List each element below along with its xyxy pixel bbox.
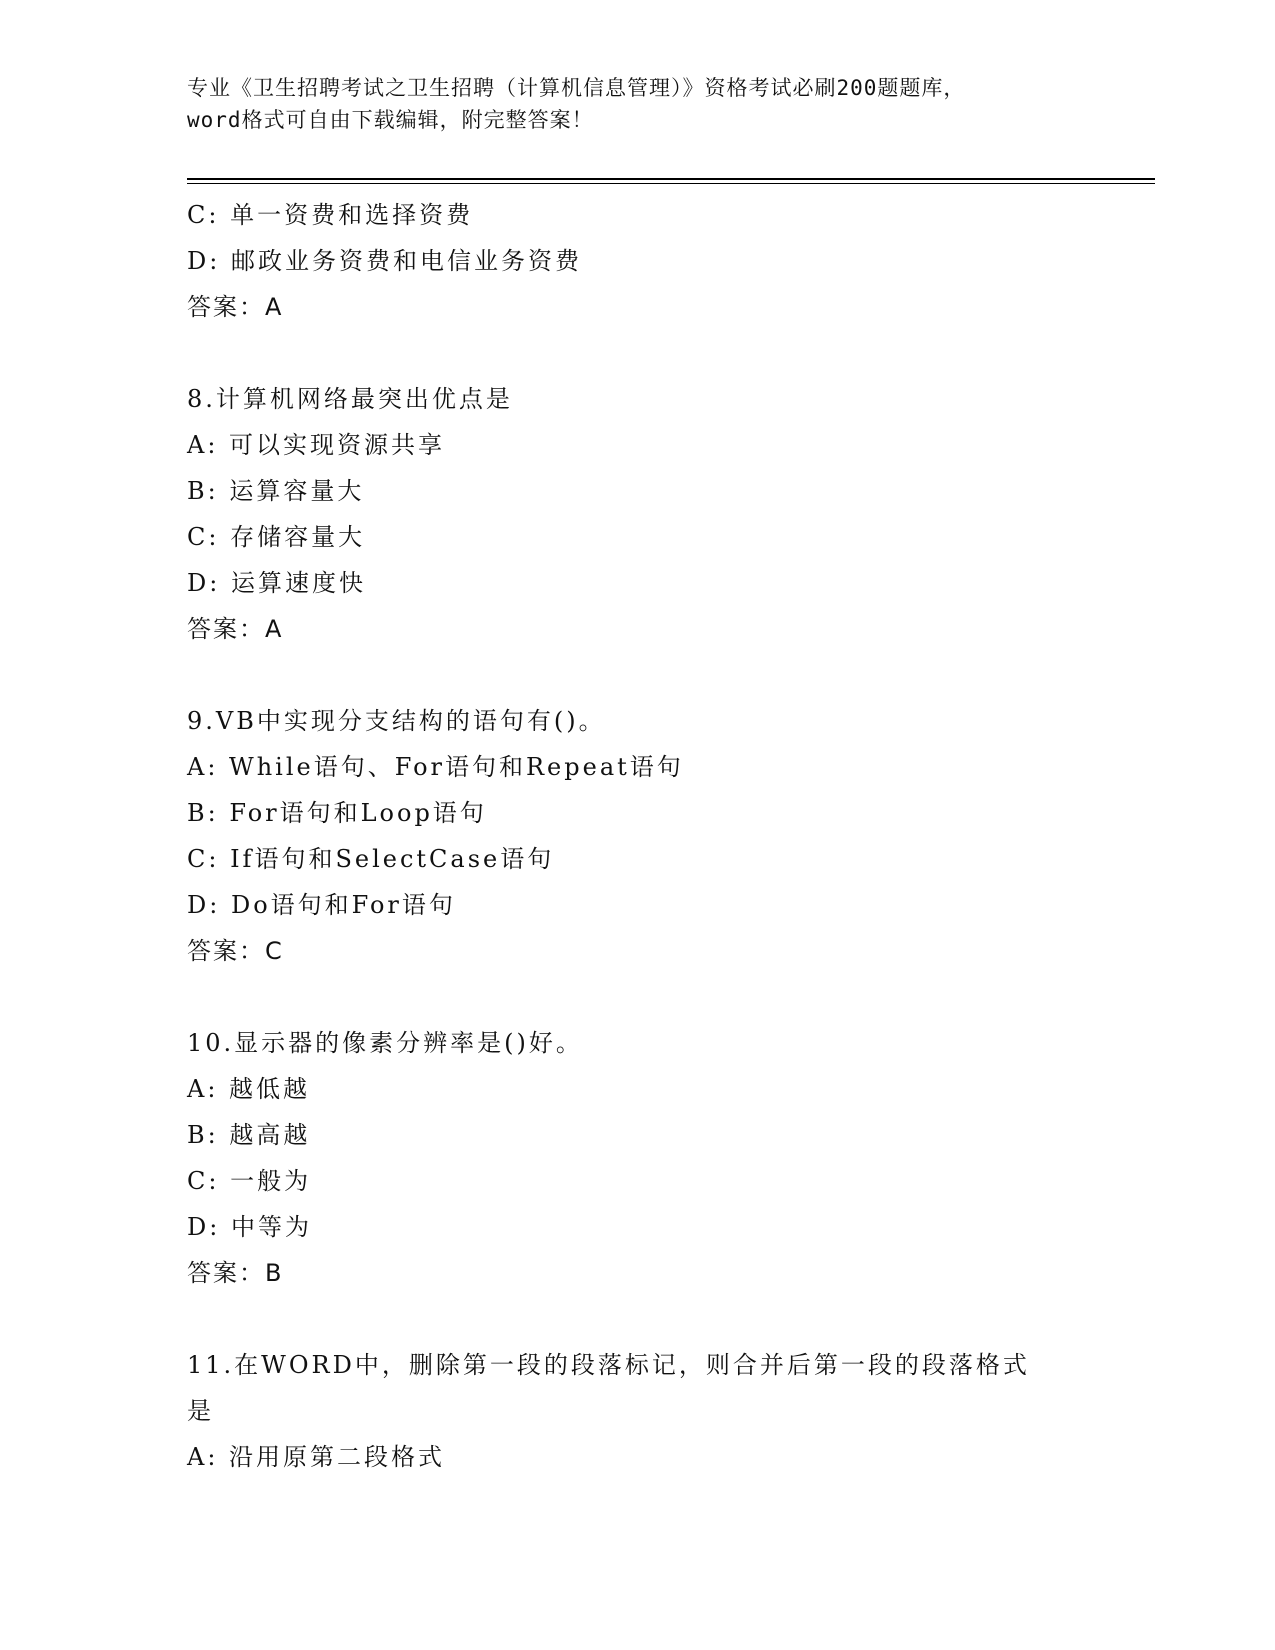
option-c: C: 一般为 xyxy=(187,1167,312,1195)
question-stem-line-1: 11.在WORD中，删除第一段的段落标记，则合并后第一段的段落格式 xyxy=(187,1351,1030,1379)
question-stem: 9.VB中实现分支结构的语句有()。 xyxy=(187,707,606,735)
option-a: A: 可以实现资源共享 xyxy=(187,431,446,459)
question-spacer xyxy=(187,652,1087,698)
option-b: B: 越高越 xyxy=(187,1121,311,1149)
option-a: A: 越低越 xyxy=(187,1075,311,1103)
header-line-2: word格式可自由下载编辑，附完整答案！ xyxy=(187,108,594,132)
option-c: C: 存储容量大 xyxy=(187,523,366,551)
answer-line: 答案：B xyxy=(187,1259,284,1287)
question-block-11 xyxy=(187,1342,1087,1480)
option-b: B: For语句和Loop语句 xyxy=(187,799,487,827)
question-block-8 xyxy=(187,376,1087,652)
question-block-9 xyxy=(187,698,1087,974)
question-spacer xyxy=(187,330,1087,376)
option-d: D: 中等为 xyxy=(187,1213,312,1241)
option-b: B: 运算容量大 xyxy=(187,477,365,505)
question-stem: 10.显示器的像素分辨率是()好。 xyxy=(187,1029,583,1057)
answer-line: 答案：C xyxy=(187,937,284,965)
option-c: C: 单一资费和选择资费 xyxy=(187,201,474,229)
question-stem-line-2: 是 xyxy=(187,1397,214,1425)
question-list xyxy=(187,192,1087,1480)
option-d: D: Do语句和For语句 xyxy=(187,891,456,919)
option-d: D: 运算速度快 xyxy=(187,569,366,597)
option-a: A: 沿用原第二段格式 xyxy=(187,1443,446,1471)
option-c: C: If语句和SelectCase语句 xyxy=(187,845,555,873)
question-block-10 xyxy=(187,1020,1087,1296)
header-line-1: 专业《卫生招聘考试之卫生招聘（计算机信息管理）》资格考试必刷200题题库， xyxy=(187,76,966,100)
option-d: D: 邮政业务资费和电信业务资费 xyxy=(187,247,582,275)
question-spacer xyxy=(187,1296,1087,1342)
question-spacer xyxy=(187,974,1087,1020)
option-a: A: While语句、For语句和Repeat语句 xyxy=(187,753,684,781)
header-divider-thin xyxy=(187,183,1155,184)
answer-line: 答案：A xyxy=(187,615,284,643)
question-block-prev xyxy=(187,192,1087,330)
header-divider-thick xyxy=(187,178,1155,180)
document-header xyxy=(187,72,1087,136)
question-stem: 8.计算机网络最突出优点是 xyxy=(187,385,513,413)
answer-line: 答案：A xyxy=(187,293,284,321)
